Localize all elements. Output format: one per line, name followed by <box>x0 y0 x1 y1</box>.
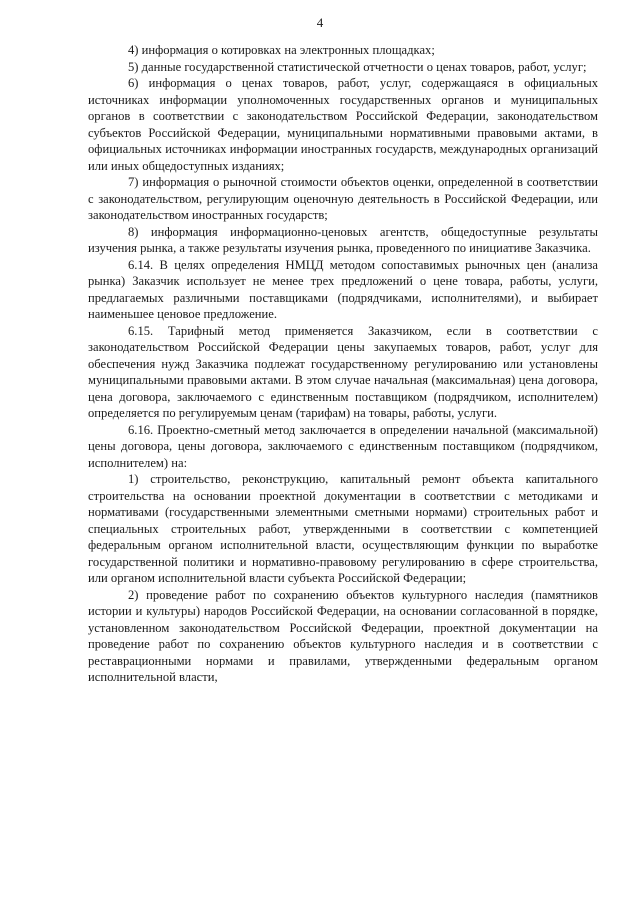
paragraph-subitem-2: 2) проведение работ по сохранению объектов культурного наследия (памятников истории и культуры) народов Российской Федерации, на основании согласованной в порядке, установленном законодательством Российской Федерации, проектной документации на проведение работ по сохранению объектов культурного наследия и в соответствии с реставрационными нормами и правилами, утвержденными федеральным органом исполнительной власти, <box>88 587 598 684</box>
paragraph-subitem-1: 1) строительство, реконструкцию, капитальный ремонт объекта капитального строительства на основании проектной документации в соответствии с методиками и нормативами (государственными элементными сметными нормами) строительных работ и специальных строительных работ, утвержденными в соответствии с компетенцией федеральным органом исполнительной власти, осуществляющим функции по выработке государственной политики и нормативно-правовому регулированию в сфере строительства, или органом исполнительной власти субъекта Российской Федерации; <box>88 472 598 585</box>
paragraph-item-6: 6) информация о ценах товаров, работ, услуг, содержащаяся в официальных источниках информации уполномоченных государственных органов и муниципальных органов в соответствии с законодательством Российской Федерации, законодательством субъектов Российской Федерации, муниципальными нормативными правовыми актами, в официальных источниках информации иностранных государств, международных организаций или иных общедоступных изданиях; <box>88 76 598 173</box>
paragraph-item-4: 4) информация о котировках на электронных площадках; <box>128 43 435 57</box>
page-number: 4 <box>316 15 324 30</box>
paragraph-6-16: 6.16. Проектно-сметный метод заключается в определении начальной (максимальной) цены договора, цены договора, заключаемого с единственным поставщиком (подрядчиком, исполнителем) на: <box>88 422 598 470</box>
paragraph-item-8: 8) информация информационно-ценовых агентств, общедоступные результаты изучения рынка, а также результаты изучения рынка, проведенного по инициативе Заказчика. <box>88 224 598 255</box>
paragraph-6-14: 6.14. В целях определения НМЦД методом сопоставимых рыночных цен (анализа рынка) Заказчик использует не менее трех предложений о цене товара, работы, услуги, предлагаемых различными поставщиками (подрядчиками, исполнителями), и выбирает наименьшее ценовое предложение. <box>88 257 598 321</box>
paragraph-item-7: 7) информация о рыночной стоимости объектов оценки, определенной в соответствии с законодательством, регулирующим оценочную деятельность в Российской Федерации, или законодательством иностранных государств; <box>88 175 598 222</box>
paragraph-6-15: 6.15. Тарифный метод применяется Заказчиком, если в соответствии с законодательством Российской Федерации цены закупаемых товаров, работ, услуг для обеспечения нужд Заказчика подлежат государственному регулированию или установлены муниципальными правовыми актами. В этом случае начальная (максимальная) цена договора, цена договора, заключаемого с единственным поставщиком (подрядчиком, исполнителем) определяется по регулируемым ценам (тарифам) на товары, работы, услуги. <box>88 323 598 420</box>
paragraph-item-5: 5) данные государственной статистической отчетности о ценах товаров, работ, услуг; <box>128 59 587 74</box>
document-body <box>88 42 598 686</box>
